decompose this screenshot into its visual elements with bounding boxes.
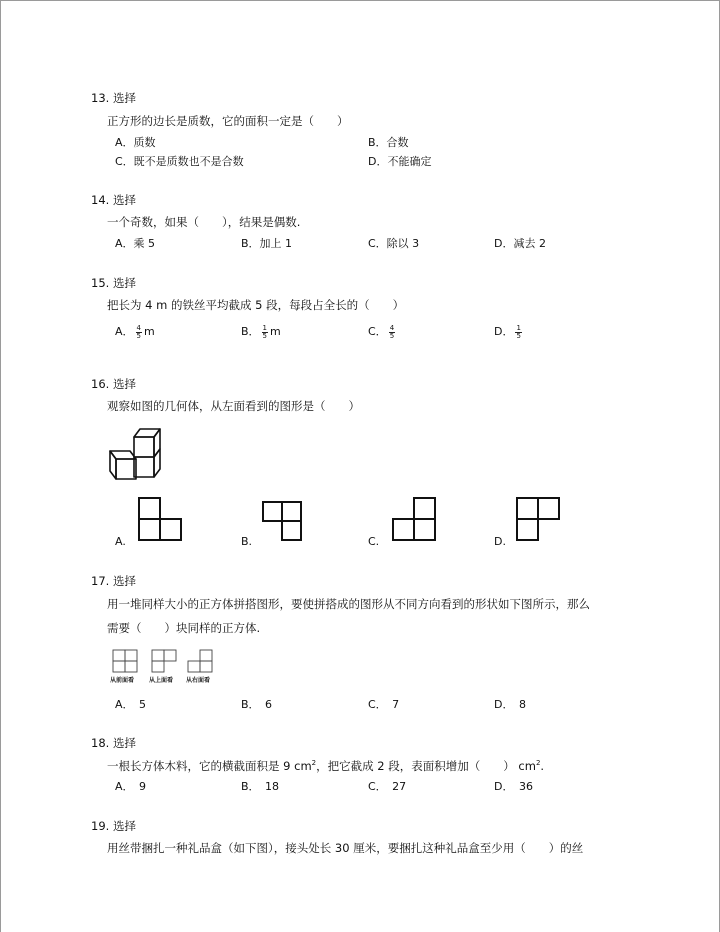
- q15-c-numerator: 4: [389, 323, 395, 332]
- question-17-stem-line2: 需要（ ）块同样的正方体.: [107, 621, 261, 635]
- question-18-number: 18. 选择: [91, 736, 136, 750]
- q15-a-numerator: 4: [136, 323, 141, 332]
- q17-option-d: D． 8: [494, 698, 526, 711]
- q13-option-a: A．质数: [115, 136, 156, 149]
- q18-superscript-2: 2: [535, 759, 541, 768]
- q14-option-b: B．加上 1: [241, 237, 293, 250]
- question-17-number: 17. 选择: [91, 574, 136, 588]
- q16-option-d: D.: [494, 535, 506, 548]
- q15-option-a-fraction: [136, 325, 142, 340]
- question-16-number: 16. 选择: [91, 377, 136, 391]
- q16-option-d-figure: [516, 497, 562, 543]
- q16-option-a: A.: [115, 535, 126, 548]
- q15-option-d: [494, 323, 524, 340]
- q15-option-b-unit: m: [270, 325, 281, 338]
- q16-option-b: B.: [241, 535, 253, 548]
- q16-solid-figure: [106, 427, 166, 487]
- question-14-stem: 一个奇数，如果（ ），结果是偶数.: [107, 215, 301, 229]
- q17-view-label-front: 从前面看: [110, 677, 135, 684]
- q15-a-denominator: 5: [136, 331, 141, 340]
- q14-option-a: A．乘 5: [115, 237, 156, 250]
- q14-option-c: C．除以 3: [368, 237, 420, 250]
- question-13-number: 13. 选择: [91, 91, 136, 105]
- q15-d-numerator: 1: [516, 323, 521, 332]
- q15-b-numerator: 1: [262, 323, 268, 332]
- question-15-number: 15. 选择: [91, 276, 136, 290]
- q17-option-b: B． 6: [241, 698, 273, 711]
- q15-option-a-unit: m: [144, 325, 155, 338]
- q18-option-d: D． 36: [494, 780, 533, 793]
- q14-option-d: D．减去 2: [494, 237, 546, 250]
- q16-option-c-figure: [392, 497, 438, 543]
- q15-option-a-letter: A．: [115, 325, 134, 338]
- q15-option-b-fraction: [262, 325, 268, 340]
- page-border-top: [0, 0, 720, 1]
- question-15-stem: 把长为 4 m 的铁丝平均截成 5 段，每段占全长的（ ）: [107, 298, 405, 312]
- q18-option-c: C． 27: [368, 780, 407, 793]
- q15-option-b-letter: B．: [241, 325, 260, 338]
- question-19-stem: 用丝带捆扎一种礼品盒（如下图），接头处长 30 厘米，要捆扎这种礼品盒至少用（ ）的丝: [107, 841, 584, 855]
- q15-option-c: [368, 323, 397, 340]
- q15-option-d-letter: D．: [494, 325, 514, 338]
- q13-option-c: C．既不是质数也不是合数: [115, 155, 244, 168]
- q15-option-c-fraction: [389, 325, 395, 340]
- q17-right-view: [187, 649, 215, 673]
- q16-option-a-figure: [138, 497, 184, 543]
- q15-c-denominator: 5: [389, 331, 395, 340]
- q15-option-a: [115, 323, 155, 340]
- q17-front-view: [112, 649, 140, 673]
- question-13-stem: 正方形的边长是质数，它的面积一定是（ ）: [107, 114, 349, 128]
- question-19-number: 19. 选择: [91, 819, 136, 833]
- q13-option-b: B．合数: [368, 136, 409, 149]
- q17-view-label-right: 从右面看: [186, 677, 211, 684]
- q15-b-denominator: 5: [262, 331, 268, 340]
- q15-option-b: [241, 323, 281, 340]
- q18-stem-part1: 一根长方体木料，它的横截面积是 9 cm: [107, 759, 312, 773]
- question-16-stem: 观察如图的几何体，从左面看到的图形是（ ）: [107, 399, 360, 413]
- q17-option-a: A． 5: [115, 698, 147, 711]
- q17-top-view: [151, 649, 179, 673]
- q18-stem-part2: ，把它截成 2 段，表面积增加（ ） cm: [316, 759, 536, 773]
- q16-option-c: C.: [368, 535, 380, 548]
- question-14-number: 14. 选择: [91, 193, 136, 207]
- q17-option-c: C． 7: [368, 698, 400, 711]
- q18-option-b: B． 18: [241, 780, 280, 793]
- q18-superscript-1: 2: [311, 759, 317, 768]
- q15-d-denominator: 5: [516, 331, 521, 340]
- q18-stem-part3: .: [540, 759, 545, 773]
- q16-option-b-figure: [262, 501, 304, 543]
- q17-view-label-top: 从上面看: [149, 677, 174, 684]
- question-17-stem-line1: 用一堆同样大小的正方体拼搭图形，要使拼搭成的图形从不同方向看到的形状如下图所示，那么: [107, 597, 590, 611]
- q15-option-d-fraction: [515, 325, 521, 340]
- q18-option-a: A． 9: [115, 780, 147, 793]
- q13-option-d: D．不能确定: [368, 155, 432, 168]
- question-18-stem: [107, 758, 544, 774]
- q15-option-c-letter: C．: [368, 325, 387, 338]
- page-border-left: [0, 0, 1, 932]
